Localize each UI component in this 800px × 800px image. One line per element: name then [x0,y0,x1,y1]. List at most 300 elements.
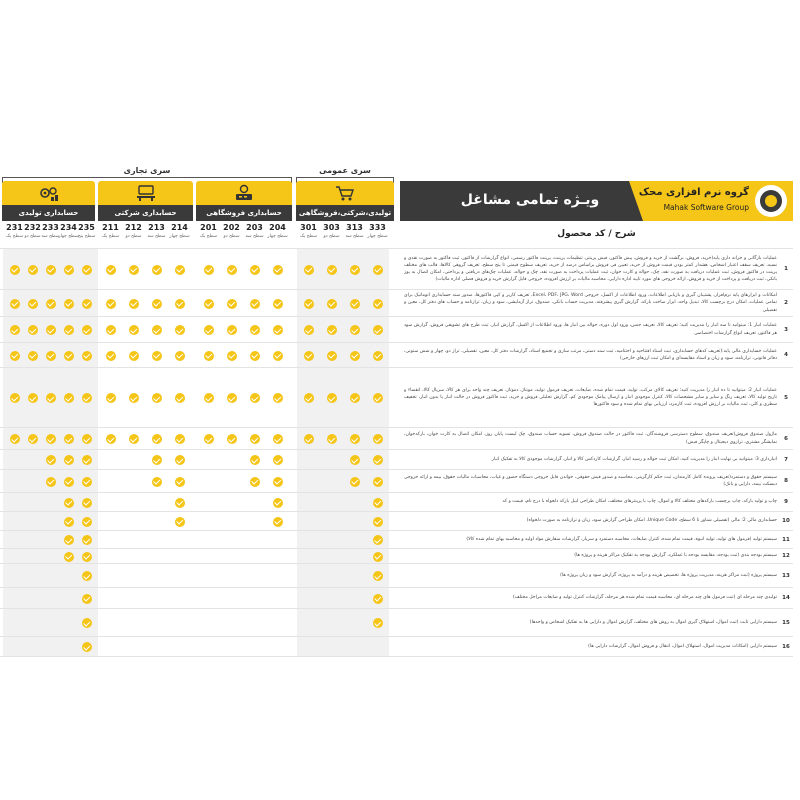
grid-cell [266,290,289,317]
feature-description [404,513,777,529]
column-code-level: سطح چهار [367,234,388,239]
column-code-level: سطح دو [24,234,41,239]
checkmark-icon [106,299,116,309]
column-code-number: 235 [78,223,95,232]
checkmark-icon [273,434,283,444]
grid-cell [197,637,220,657]
checkmark-icon [46,455,56,465]
grid-cell [168,493,191,512]
grid-cell [122,588,145,609]
grid-cell [266,564,289,588]
checkmark-icon [175,477,185,487]
grid-cell [320,290,343,317]
grid-cell [168,609,191,637]
grid-cell [220,493,243,512]
feature-description [404,250,777,288]
grid-cell [343,531,366,549]
checkmark-icon [327,434,337,444]
checkmark-icon [64,325,74,335]
grid-cell [168,564,191,588]
grid-cell [243,368,266,428]
feature-description [404,471,777,491]
column-code [243,223,266,240]
grid-cell [297,609,320,637]
grid-cell [99,493,122,512]
grid-cell [243,588,266,609]
checkmark-icon [273,265,283,275]
grid-cell [220,588,243,609]
grid-cell [145,609,168,637]
grid-row [0,289,400,316]
grid-cell [343,317,366,343]
column-code-level: سطح پنج [77,234,96,239]
column-code-number: 203 [246,223,263,232]
grid-cell [366,368,389,428]
grid-cell [297,588,320,609]
checkmark-icon [129,351,139,361]
grid-cell [122,549,145,564]
checkmark-icon [64,455,74,465]
checkmark-icon [175,434,185,444]
feature-row [400,469,793,492]
checkmark-icon [152,325,162,335]
grid-cell [197,493,220,512]
product-retail [196,181,292,221]
table-bottom-border [0,656,793,657]
grid-cell [75,588,98,609]
grid-row [0,492,400,511]
grid-cell [243,531,266,549]
group-label: سری عمومی [319,166,371,175]
group-label: سری تجاری [123,166,171,175]
column-code-level: سطح یک [299,234,318,239]
grid-cell [99,450,122,470]
column-code-level: سطح سه [147,234,166,239]
feature-row [400,449,793,469]
checkmark-icon [373,594,383,604]
checkmark-icon [204,393,214,403]
checkmark-icon [273,325,283,335]
checkmark-icon [82,642,92,652]
grid-cell [145,549,168,564]
grid-cell [366,609,389,637]
column-code-number: 211 [102,223,119,232]
grid-cell [145,564,168,588]
row-index: 3 [784,326,788,333]
company-name-fa: گروه نرم افزاری محک [638,187,749,198]
grid-cell [243,564,266,588]
grid-cell [75,317,98,343]
grid-cell [297,637,320,657]
row-index: 4 [784,352,788,358]
checkmark-icon [64,265,74,275]
column-code [297,223,320,240]
grid-row [0,608,400,636]
checkmark-icon [350,265,360,275]
grid-cell [197,428,220,450]
grid-cell [266,549,289,564]
grid-cell [99,564,122,588]
grid-cell [168,531,191,549]
product-all-in-one [296,181,394,221]
checkmark-icon [250,325,260,335]
grid-cell [168,588,191,609]
row-index: 6 [784,435,788,442]
grid-cell [197,531,220,549]
checkmark-icon [10,265,20,275]
checkmark-icon [82,477,92,487]
feature-row [400,316,793,342]
grid-cell [145,637,168,657]
checkmark-icon [373,325,383,335]
feature-row [400,636,793,656]
grid-cell [320,368,343,428]
grid-cell [75,450,98,470]
grid-cell [343,493,366,512]
grid-cell [243,343,266,368]
feature-text: ماژول صندوق فروش(تعریف صندوق، سطوح دسترسی فروشندگان، ثبت فاکتور در حالت صندوق فروش، تسویه حساب صندوق، چک لیست پایان روز، امکان اتصال به کارت خوان، بارکدخوان، نمایشگر مشتری، ترازوی دیجیتال و چاپگر فیش) [404,432,777,445]
checkmark-icon [227,393,237,403]
checkmark-icon [304,351,314,361]
grid-cell [366,317,389,343]
grid-cell [297,290,320,317]
column-code [145,223,168,240]
checkmark-icon [64,535,74,545]
feature-row [400,427,793,449]
grid-cell [168,368,191,428]
grid-cell [122,290,145,317]
feature-row [400,563,793,587]
checkmark-icon [82,325,92,335]
grid-cell [99,470,122,493]
checkmark-icon [46,325,56,335]
feature-text: سیستم پروژه (ثبت مراکز هزینه، مدیریت پروژه ها، تخصیص هزینه و درآمد به پروژه، گزارش سود و زیان پروژه ها) [560,572,777,578]
grid-cell [197,249,220,290]
grid-cell [243,249,266,290]
grid-cell [197,368,220,428]
grid-cell [343,249,366,290]
grid-cell [197,290,220,317]
grid-cell [145,343,168,368]
grid-cell [122,512,145,531]
row-index: 14 [782,595,790,601]
feature-description [404,318,777,341]
feature-row [400,608,793,636]
checkmark-icon [273,351,283,361]
grid-cell [366,290,389,317]
checkmark-icon [250,455,260,465]
grid-cell [243,428,266,450]
column-code-level: سطح دو [125,234,142,239]
checkmark-icon [327,325,337,335]
checkmark-icon [82,535,92,545]
grid-cell [297,493,320,512]
grid-cell [75,531,98,549]
grid-row [0,469,400,492]
column-code [168,223,191,240]
checkmark-icon [350,299,360,309]
feature-text: عملیات انبار 2: میتوانید تا ده انبار را مدیریت کنید؛ تعریف کالای مرکب، تولید، قیمت تمام شده، ضایعات، تعریف فرمول تولید، مونتاژ، دموتاژ، تعریف چند واحد برای هر کالا، سریال کالا، انقضاء و تاریخ تولید کالا، تعریف رنگ و سایز و سایر مشخصات کالا، کنترل موجودی انبار و ارسال پیامک موجودی کم، گزارش تحلیلی فروش و خرید، ثبت فاکتور فروش در حالت انبار یا بدون انبار، تخفیف سطری و کلی، ثبت مالیات بر ارزش افزوده، ثبت کارمزد، ارزیابی بهای تمام شده و سود فاکتورها [404,387,777,408]
grid-cell [145,290,168,317]
grid-cell [366,470,389,493]
row-index: 10 [782,518,790,524]
grid-cell [366,512,389,531]
column-code-level: سطح دو [323,234,340,239]
grid-cell [343,637,366,657]
checkmark-icon [373,477,383,487]
checkmark-icon [175,455,185,465]
grid-cell [220,290,243,317]
grid-cell [366,343,389,368]
grid-cell [343,588,366,609]
checkmark-icon [350,351,360,361]
store-cart-icon [296,181,394,205]
column-code-level: سطح سه [345,234,364,239]
grid-cell [343,564,366,588]
column-code-level: سطح یک [101,234,120,239]
grid-cell [197,549,220,564]
grid-cell [266,249,289,290]
checkmark-icon [28,299,38,309]
grid-cell [220,343,243,368]
checkmark-icon [273,393,283,403]
feature-description [404,610,777,635]
checkmark-icon [129,434,139,444]
checkmark-icon [304,265,314,275]
checkmark-icon [350,393,360,403]
row-index: 8 [784,478,788,484]
checkmark-icon [64,498,74,508]
checkmark-icon [82,571,92,581]
grid-cell [122,343,145,368]
feature-description [404,429,777,448]
checkmark-icon [46,351,56,361]
column-code-number: 212 [125,223,142,232]
grid-cell [320,317,343,343]
grid-cell [243,290,266,317]
feature-description [404,532,777,547]
grid-cell [99,588,122,609]
grid-cell [243,317,266,343]
row-index: 16 [782,643,790,650]
checkmark-icon [304,299,314,309]
column-code-number: 201 [200,223,217,232]
checkmark-icon [373,393,383,403]
slogan: ویـژه تمامی مشاغل [460,192,600,208]
checkmark-icon [327,265,337,275]
feature-description [404,344,777,366]
checkmark-icon [250,265,260,275]
grid-cell [220,609,243,637]
grid-cell [366,637,389,657]
feature-row [400,587,793,608]
grid-cell [266,512,289,531]
checkmark-icon [250,434,260,444]
grid-cell [320,549,343,564]
product-title: حسابداری فروشگاهی [196,205,292,221]
feature-row [400,548,793,563]
grid-cell [297,470,320,493]
grid-cell [243,637,266,657]
grid-cell [297,428,320,450]
grid-cell [122,368,145,428]
grid-cell [75,470,98,493]
brand-banner [400,181,793,221]
grid-cell [122,470,145,493]
grid-cell [145,428,168,450]
checkmark-icon [350,434,360,444]
checkmark-icon [152,477,162,487]
grid-cell [366,549,389,564]
checkmark-icon [373,434,383,444]
checkmark-icon [304,325,314,335]
checkmark-icon [175,517,185,527]
feature-text: سیستم بودجه بندی (ثبت بودجه، مقایسه بودجه با عملکرد، گزارش بودجه به تفکیک مراکز هزینه و پروژه ها) [574,553,777,559]
checkmark-icon [373,552,383,562]
grid-cell [320,637,343,657]
grid-cell [75,609,98,637]
column-code-number: 301 [300,223,317,232]
mahak-logo-icon [755,185,787,217]
grid-cell [145,512,168,531]
feature-text: تولیدی چند مرحله ای (ثبت فرمول های چند مرحله ای، محاسبه قیمت تمام شده هر مرحله، گزارشات کنترل تولید و ضایعات مراحل مختلف) [512,595,777,601]
feature-row [400,248,793,289]
column-code-number: 232 [24,223,41,232]
grid-cell [243,493,266,512]
grid-cell [266,588,289,609]
group-header-commercial [2,166,292,180]
grid-cell [197,609,220,637]
column-code-number: 231 [6,223,23,232]
checkmark-icon [129,325,139,335]
grid-cell [343,470,366,493]
checkmark-icon [129,393,139,403]
checkmark-icon [129,265,139,275]
grid-cell [266,450,289,470]
checkmark-icon [373,299,383,309]
checkmark-icon [273,517,283,527]
checkmark-icon [373,498,383,508]
checkmark-icon [28,351,38,361]
checkmark-icon [129,299,139,309]
grid-cell [145,317,168,343]
feature-text: عملیات انبار 1: میتوانید تا سه انبار را مدیریت کنید؛ تعریف کالا، تعریف جنس، ورود اول دوره، حواله بین انبار ها، ورود اطلاعات از اکسل، گزارش انبار، ثبت طرح های تشویقی فروش، گزارش سود هر فاکتور، تعریف انواع گزارشات اختصاصی [404,323,777,336]
grid-cell [266,317,289,343]
checkmark-icon [152,265,162,275]
checkmark-icon [10,325,20,335]
grid-cell [220,531,243,549]
grid-cell [266,493,289,512]
grid-cell [320,470,343,493]
feature-row [400,530,793,548]
checkmark-icon [227,299,237,309]
grid-cell [122,609,145,637]
checkmark-icon [327,299,337,309]
grid-cell [122,450,145,470]
grid-cell [320,493,343,512]
checkmark-icon [82,517,92,527]
checkmark-icon [82,299,92,309]
column-code-number: 303 [323,223,340,232]
feature-row [400,492,793,511]
checkmark-icon [82,351,92,361]
group-header-general [296,166,394,180]
checkmark-icon [64,434,74,444]
checkmark-icon [82,552,92,562]
grid-cell [168,343,191,368]
grid-cell [122,428,145,450]
checkmark-icon [152,351,162,361]
grid-cell [145,368,168,428]
checkmark-icon [273,299,283,309]
column-code [122,223,145,240]
grid-cell [220,317,243,343]
grid-cell [75,428,98,450]
grid-cell [320,531,343,549]
grid-row [0,511,400,530]
grid-cell [99,290,122,317]
grid-cell [99,512,122,531]
grid-cell [197,317,220,343]
feature-text: حسابداری مالی 2: مالی (تفصیلی شناور تا 6 سطح، Unique Code، امکان طراحی گزارش سود، زیان و ترازنامه به صورت دلخواه) [526,518,777,524]
column-code [366,223,389,240]
grid-cell [243,450,266,470]
grid-cell [122,317,145,343]
checkmark-icon [64,393,74,403]
grid-cell [266,368,289,428]
feature-row [400,289,793,316]
column-code-number: 233 [42,223,59,232]
grid-cell [297,249,320,290]
grid-cell [266,343,289,368]
grid-row [0,530,400,548]
checkmark-icon [227,265,237,275]
checkmark-icon [28,393,38,403]
grid-cell [343,609,366,637]
checkmark-icon [106,265,116,275]
grid-cell [297,368,320,428]
row-index: 1 [784,266,788,272]
grid-cell [343,450,366,470]
checkmark-icon [106,393,116,403]
column-code-number: 333 [369,223,386,232]
grid-cell [220,428,243,450]
checkmark-icon [152,455,162,465]
checkmark-icon [227,351,237,361]
feature-text: عملیات حسابداری مالی پایه:(تعریف کدهای حسابداری، ثبت اسناد افتتاحیه و اختتامیه، ثبت سند دستی، مرتب سازی و تجمیع اسناد، گزارشات دفتر کل، معین، تفصیلی، تراز دو، چهار و شش ستونی، دفاتر قانونی، ترازنامه، سود و زیان و اسناد مقایسه‌ای و امکان ثبت ارزهای خارجی) [404,348,777,361]
product-title: حسابداری شرکتی [98,205,193,221]
grid-cell [220,450,243,470]
column-code [197,223,220,240]
feature-text: سیستم حقوق و دستمزد(تعریف پرونده کامل کارمندان، ثبت حکم کارگزینی، محاسبه و صدور فیش حقوقی، خواندن فایل خروجی دستگاه حضور و غیاب، محاسبات مالیات حقوق، بیمه و ارائه خروجی دیسکت بیمه، دارایی و بانک) [404,474,777,487]
grid-cell [366,450,389,470]
checkmark-icon [152,434,162,444]
checkmark-icon [350,455,360,465]
column-code [75,223,98,240]
checkmark-icon [46,434,56,444]
checkmark-icon [373,455,383,465]
cash-register-icon [196,181,292,205]
checkmark-icon [82,265,92,275]
checkmark-icon [46,299,56,309]
grid-cell [366,249,389,290]
row-index: 11 [782,536,790,543]
grid-cell [320,512,343,531]
grid-cell [197,450,220,470]
grid-cell [168,290,191,317]
grid-cell [297,531,320,549]
feature-description [404,638,777,655]
